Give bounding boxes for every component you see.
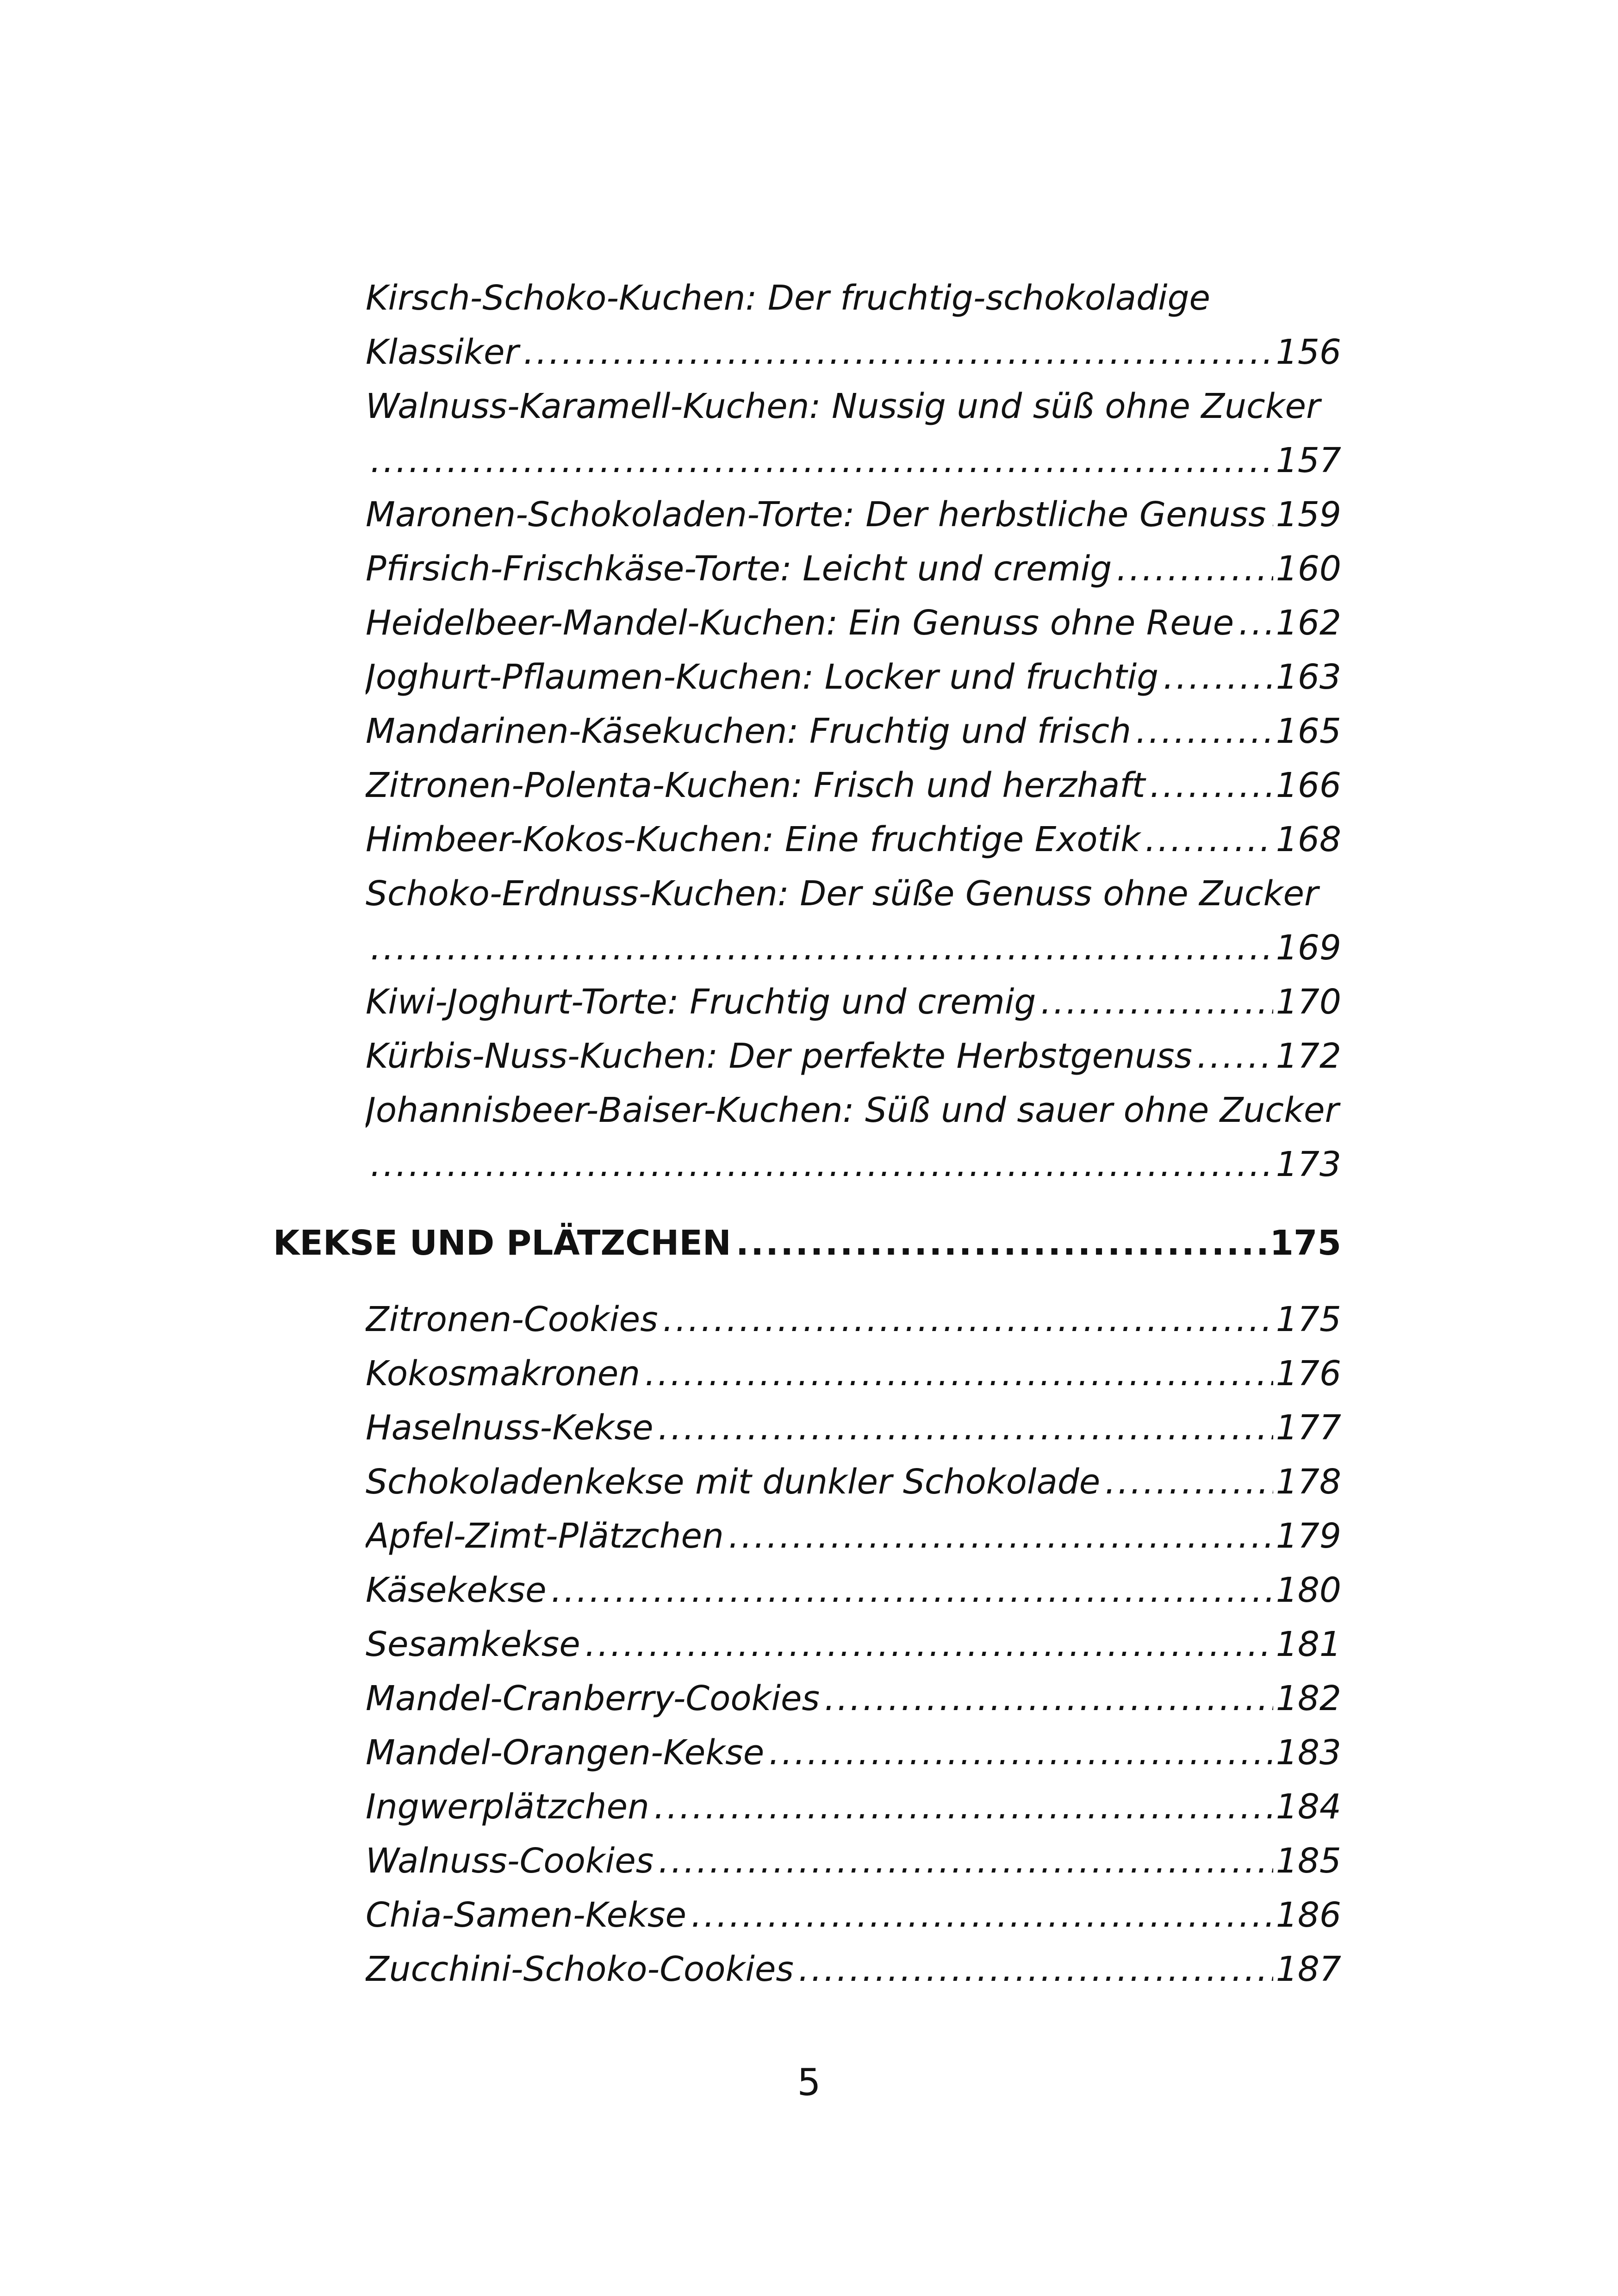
- dot-leader: [1197, 1029, 1273, 1083]
- dot-leader: [370, 1137, 1273, 1192]
- toc-entry[interactable]: [366, 1780, 1341, 1834]
- toc-entry[interactable]: [366, 379, 1341, 434]
- toc-page-number: 184: [1276, 1787, 1341, 1827]
- toc-entry-title: Chia-Samen-Kekse: [366, 1895, 687, 1935]
- toc-page-number: 177: [1276, 1408, 1341, 1448]
- toc-entry[interactable]: [366, 271, 1341, 325]
- toc-entry-title: Sesamkekse: [366, 1624, 580, 1664]
- toc-entry-title: Zitronen-Polenta-Kuchen: Frisch und herzhaft: [366, 765, 1145, 805]
- toc-entry-title: Zucchini-Schoko-Cookies: [366, 1949, 794, 1989]
- toc-entry-title: Maronen-Schokoladen-Torte: Der herbstliche Genuss: [366, 495, 1266, 535]
- toc-entry-title: Käsekekse: [366, 1570, 547, 1610]
- dot-leader: [1105, 1455, 1273, 1509]
- dot-leader: [585, 1617, 1273, 1672]
- toc-entry-title: Mandel-Cranberry-Cookies: [366, 1679, 820, 1718]
- dot-leader: [798, 1942, 1273, 1997]
- toc-page-number: 156: [1276, 332, 1341, 372]
- toc-entry[interactable]: [366, 1671, 1341, 1726]
- dot-leader: [551, 1563, 1273, 1618]
- dot-leader: [1238, 596, 1273, 650]
- dot-leader: [370, 921, 1273, 975]
- toc-entry[interactable]: [366, 1137, 1341, 1192]
- dot-leader: [1040, 975, 1273, 1029]
- dot-leader: [645, 1346, 1273, 1401]
- toc-entry[interactable]: [366, 812, 1341, 867]
- toc-entry[interactable]: [366, 433, 1341, 488]
- dot-leader: [523, 325, 1273, 380]
- toc-entry-title: Walnuss-Karamell-Kuchen: Nussig und süß ohne Zucker: [366, 386, 1320, 426]
- toc-page-number: 182: [1276, 1679, 1341, 1718]
- toc-page-number: 179: [1276, 1516, 1341, 1556]
- toc-entry[interactable]: [366, 975, 1341, 1029]
- toc-entry-title: Joghurt-Pflaumen-Kuchen: Locker und fruchtig: [366, 657, 1159, 697]
- dot-leader: [370, 433, 1273, 488]
- toc-entry[interactable]: [366, 1563, 1341, 1618]
- toc-page-number: 168: [1276, 820, 1341, 859]
- toc-entry-title: Mandarinen-Käsekuchen: Fruchtig und frisch: [366, 711, 1131, 751]
- toc-entry-title: Schokoladenkekse mit dunkler Schokolade: [366, 1462, 1101, 1502]
- toc-page-number: 170: [1276, 982, 1341, 1022]
- toc-page-number: 173: [1276, 1145, 1341, 1184]
- toc-entry[interactable]: [366, 1083, 1341, 1138]
- dot-leader: [1116, 541, 1273, 596]
- page-number: 5: [797, 2061, 821, 2104]
- dot-leader: [654, 1780, 1273, 1834]
- toc-entry-title: Haselnuss-Kekse: [366, 1408, 653, 1448]
- dot-leader: [663, 1292, 1273, 1347]
- toc-page-number: 180: [1276, 1570, 1341, 1610]
- dot-leader: [1271, 487, 1273, 542]
- toc-entry-title: Schoko-Erdnuss-Kuchen: Der süße Genuss ohne Zucker: [366, 874, 1319, 914]
- toc-entry[interactable]: [366, 921, 1341, 975]
- toc-entry[interactable]: [366, 596, 1341, 650]
- toc-entry[interactable]: [366, 758, 1341, 813]
- toc-page-number: 178: [1276, 1462, 1341, 1502]
- toc-page-number: 160: [1276, 549, 1341, 589]
- toc-page-number: 187: [1276, 1949, 1341, 1989]
- dot-leader: [658, 1400, 1273, 1455]
- toc-entry-title: Klassiker: [366, 332, 519, 372]
- toc-entry-title: Himbeer-Kokos-Kuchen: Eine fruchtige Exotik: [366, 820, 1140, 859]
- toc-entry[interactable]: [366, 1292, 1341, 1347]
- toc-page-number: 165: [1276, 711, 1341, 751]
- dot-leader: [1163, 650, 1273, 704]
- toc-entry[interactable]: [366, 1725, 1341, 1780]
- toc-entry-title: Zitronen-Cookies: [366, 1300, 658, 1339]
- toc-entry-title: Kirsch-Schoko-Kuchen: Der fruchtig-schokoladige: [366, 278, 1211, 318]
- toc-entry-title: Kiwi-Joghurt-Torte: Fruchtig und cremig: [366, 982, 1036, 1022]
- dot-leader: [824, 1671, 1273, 1726]
- toc-entry-title: Heidelbeer-Mandel-Kuchen: Ein Genuss ohne Reue: [366, 603, 1234, 643]
- toc-entry-title: Kokosmakronen: [366, 1354, 641, 1394]
- toc-page-number: 163: [1276, 657, 1341, 697]
- toc-entry-title: Ingwerplätzchen: [366, 1787, 649, 1827]
- dot-leader: [728, 1509, 1273, 1563]
- toc-page-number: 159: [1276, 495, 1341, 535]
- toc-entry[interactable]: [366, 1834, 1341, 1888]
- toc-entry[interactable]: [366, 487, 1341, 542]
- toc-page-number: 183: [1276, 1733, 1341, 1773]
- toc-page-number: 181: [1276, 1624, 1341, 1664]
- toc-entry[interactable]: [366, 704, 1341, 759]
- toc-page-number: 166: [1276, 765, 1341, 805]
- toc-entry[interactable]: [366, 1346, 1341, 1401]
- toc-entry-title: Apfel-Zimt-Plätzchen: [366, 1516, 724, 1556]
- toc-entry-title: Mandel-Orangen-Kekse: [366, 1733, 765, 1773]
- dot-leader: [1136, 704, 1273, 759]
- toc-entry-title: Pfirsich-Frischkäse-Torte: Leicht und cremig: [366, 549, 1112, 589]
- toc-page-number: 162: [1276, 603, 1341, 643]
- dot-leader: [691, 1888, 1273, 1942]
- toc-page-number: 176: [1276, 1354, 1341, 1394]
- dot-leader: [769, 1725, 1273, 1780]
- dot-leader: [736, 1216, 1267, 1270]
- dot-leader: [1150, 758, 1273, 813]
- dot-leader: [1145, 812, 1273, 867]
- dot-leader: [658, 1834, 1273, 1888]
- toc-section-heading[interactable]: [273, 1216, 1341, 1270]
- toc-entry[interactable]: [366, 1509, 1341, 1563]
- toc-page-number: 157: [1276, 441, 1341, 480]
- toc-entry[interactable]: [366, 1400, 1341, 1455]
- toc-entry[interactable]: [366, 325, 1341, 380]
- toc-page-number: 186: [1276, 1895, 1341, 1935]
- toc-page-number: 169: [1276, 928, 1341, 968]
- toc-entry[interactable]: [366, 541, 1341, 596]
- toc-entry[interactable]: [366, 650, 1341, 704]
- toc-page-number: 172: [1276, 1036, 1341, 1076]
- toc-entry[interactable]: [366, 866, 1341, 921]
- toc-entry[interactable]: [366, 1942, 1341, 1997]
- toc-entry-title: Kürbis-Nuss-Kuchen: Der perfekte Herbstgenuss: [366, 1036, 1193, 1076]
- toc-entry[interactable]: [366, 1029, 1341, 1083]
- toc-entry[interactable]: [366, 1455, 1341, 1509]
- toc-entry[interactable]: [366, 1888, 1341, 1942]
- toc-page-number: 185: [1276, 1841, 1341, 1881]
- toc-page-number: 175: [1276, 1300, 1341, 1339]
- toc-entry-title: Johannisbeer-Baiser-Kuchen: Süß und sauer ohne Zucker: [366, 1090, 1339, 1130]
- toc-page-number: 175: [1270, 1223, 1341, 1263]
- toc-entry-title: Walnuss-Cookies: [366, 1841, 654, 1881]
- toc-section-title: KEKSE UND PLÄTZCHEN: [273, 1223, 731, 1263]
- toc-entry[interactable]: [366, 1617, 1341, 1672]
